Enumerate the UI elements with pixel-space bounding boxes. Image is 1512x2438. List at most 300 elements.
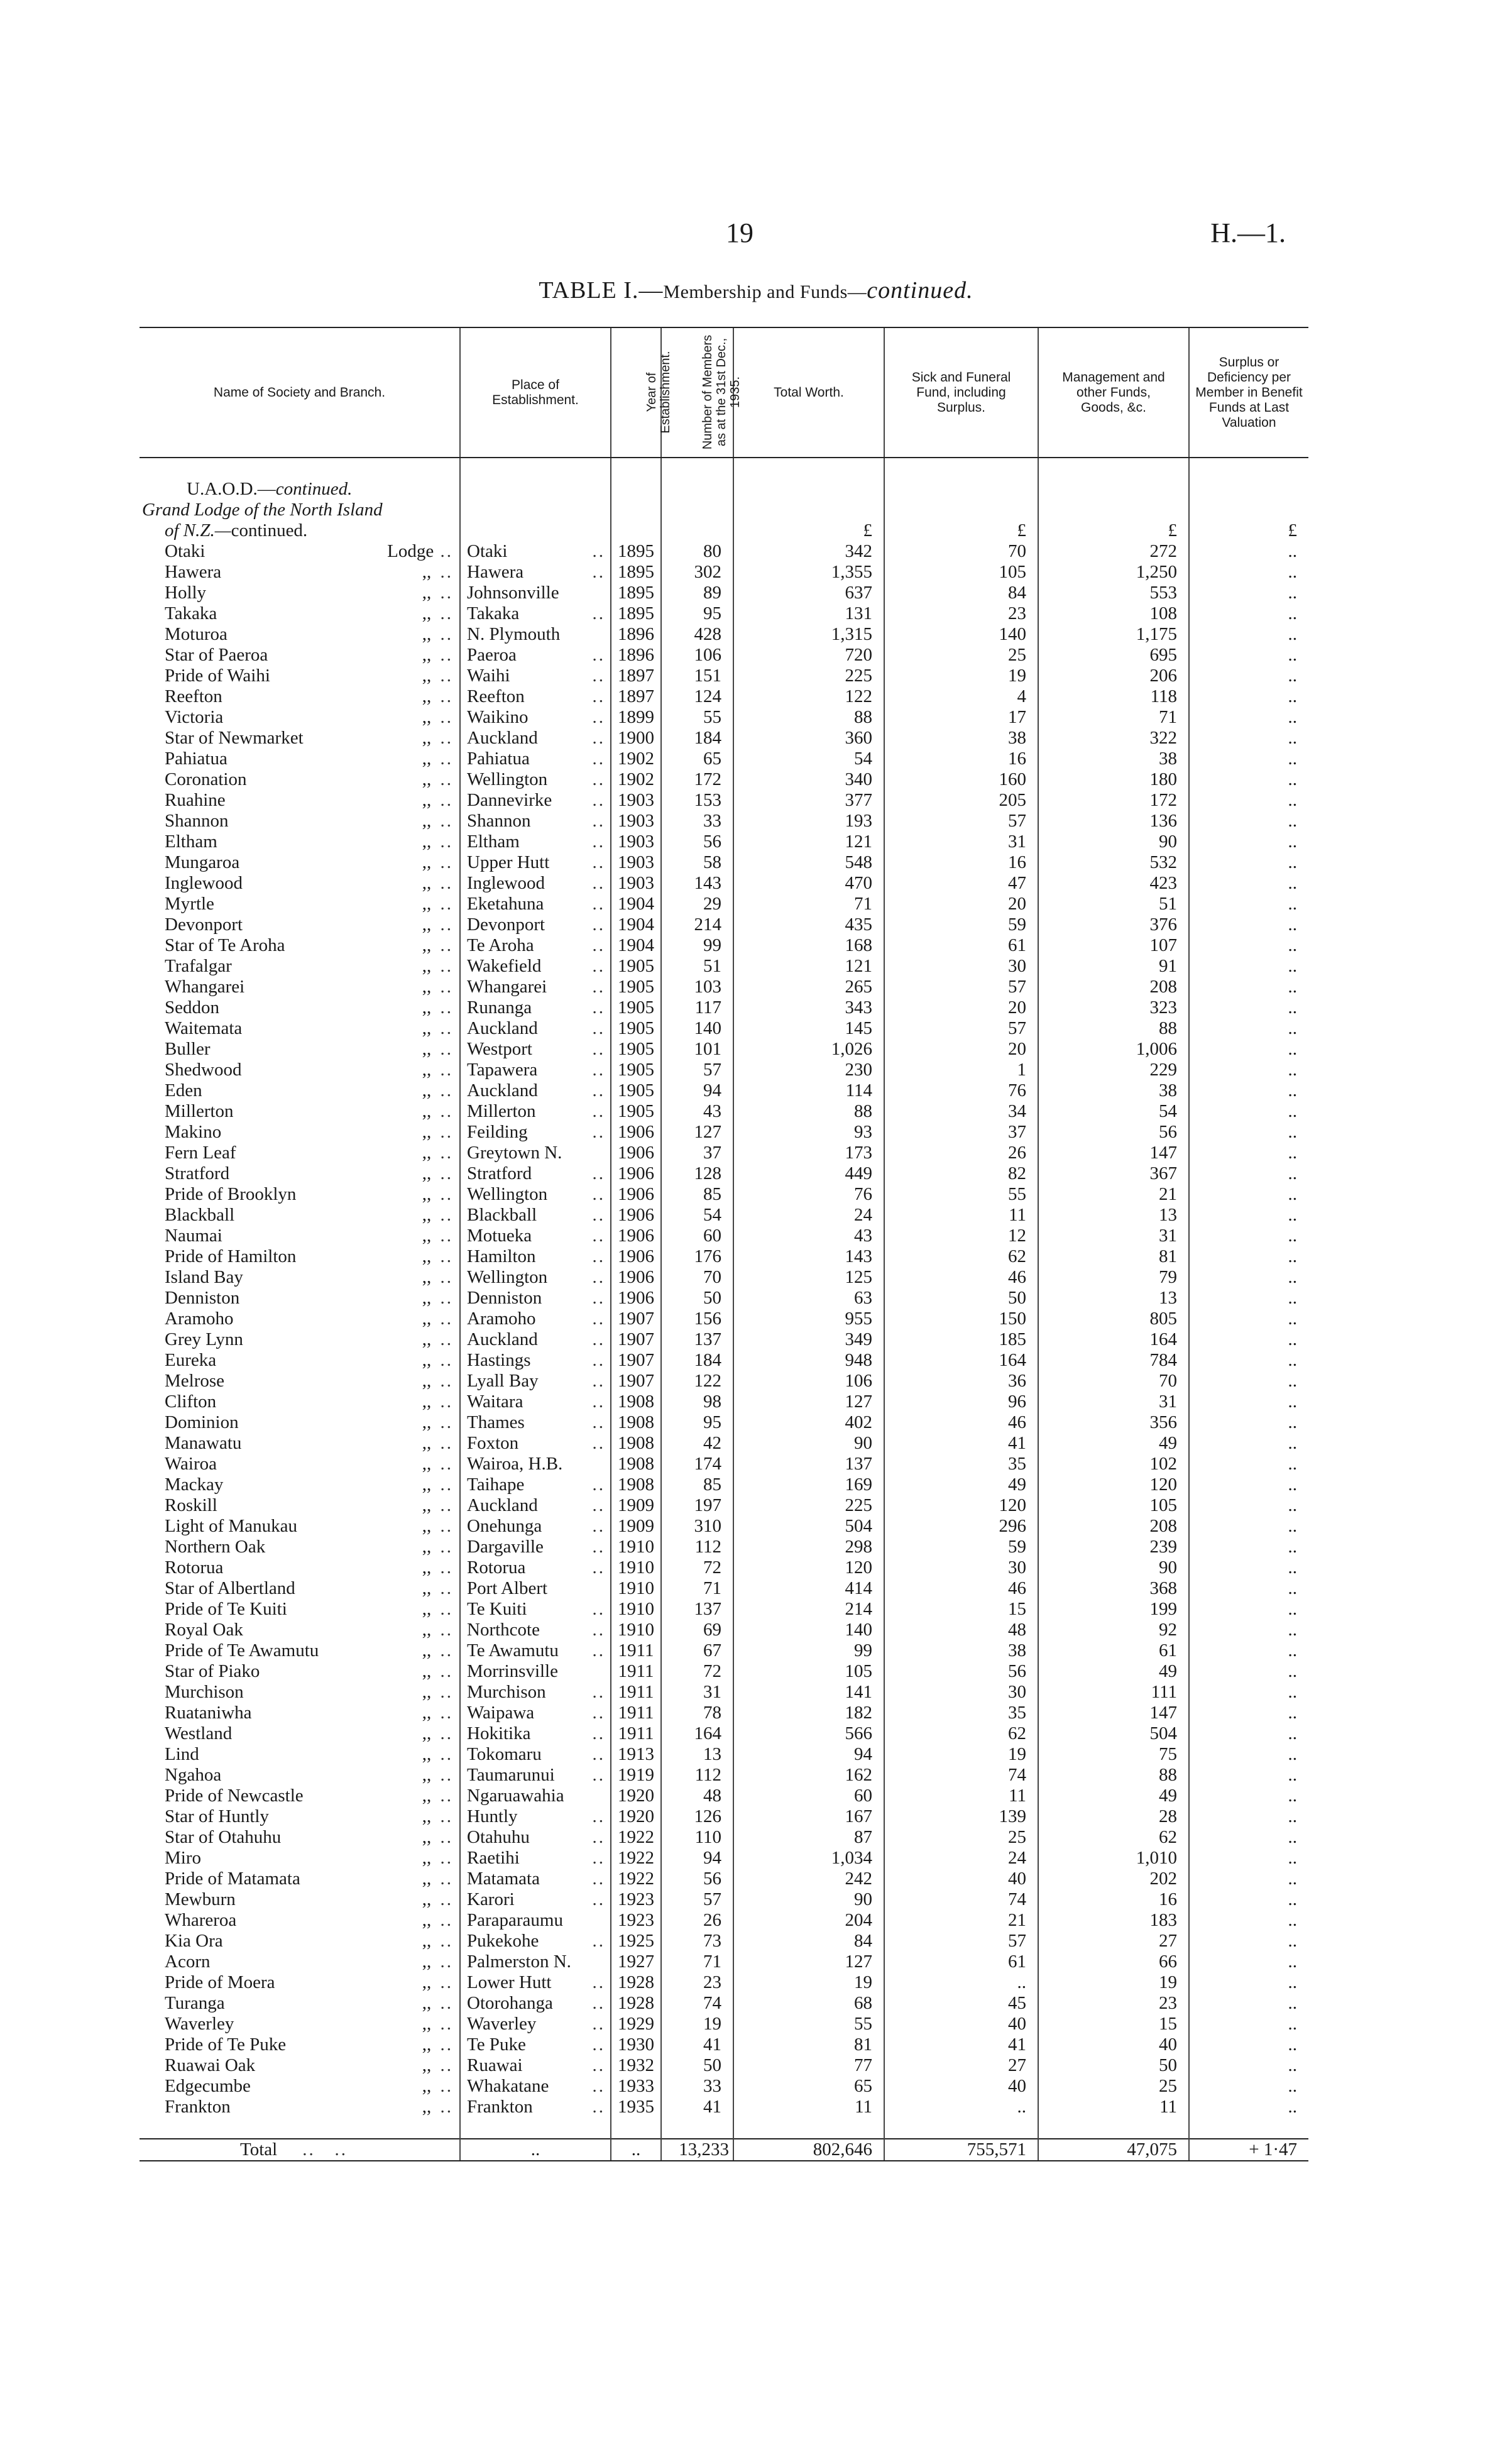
table-row — [140, 1806, 1308, 1827]
total-worth-cell: 225 — [733, 666, 884, 686]
table-row — [140, 1329, 1308, 1350]
branch-name: Mungaroa — [165, 852, 240, 872]
place-name: Millerton — [467, 1101, 536, 1121]
place-cell — [460, 1516, 611, 1537]
branch-name-cell — [140, 1910, 460, 1931]
total-worth-cell: 87 — [733, 1827, 884, 1848]
leader-dots: .. — [592, 1723, 605, 1743]
year-cell: 1897 — [611, 666, 661, 686]
branch-name: Royal Oak — [165, 1620, 243, 1640]
place-name: Lower Hutt — [467, 1972, 552, 1992]
members-cell: 70 — [661, 1267, 733, 1288]
leader-dots: .. — [434, 1226, 453, 1246]
place-cell — [460, 2055, 611, 2076]
branch-name: Pride of Waihi — [165, 666, 270, 686]
management-cell: 356 — [1038, 1412, 1189, 1433]
leader-dots: .. — [434, 769, 453, 789]
management-cell: 1,010 — [1038, 1848, 1189, 1869]
sick-fund-cell: 30 — [884, 1682, 1038, 1703]
year-cell: 1902 — [611, 749, 661, 769]
total-surplus: + 1·47 — [1189, 2139, 1308, 2161]
ditto-mark: ,, — [422, 1371, 432, 1391]
year-cell: 1896 — [611, 624, 661, 645]
sick-fund-cell: 4 — [884, 686, 1038, 707]
leader-dots: .. — [592, 2097, 605, 2117]
total-worth-cell: 340 — [733, 769, 884, 790]
leader-dots: .. — [592, 2055, 605, 2075]
management-cell: 208 — [1038, 977, 1189, 997]
ditto-mark: ,, — [422, 562, 432, 582]
branch-name-cell — [140, 914, 460, 935]
table-row — [140, 1018, 1308, 1039]
leader-dots: .. — [592, 769, 605, 789]
total-worth-cell: 169 — [733, 1474, 884, 1495]
place-name: Paraparaumu — [467, 1910, 563, 1930]
place-name: Waitara — [467, 1392, 523, 1412]
place-name: Dargaville — [467, 1537, 544, 1557]
branch-name-cell — [140, 645, 460, 666]
total-worth-cell: 77 — [733, 2055, 884, 2076]
table-row — [140, 1537, 1308, 1557]
sick-fund-cell: 56 — [884, 1661, 1038, 1682]
place-cell — [460, 2014, 611, 2034]
leader-dots: .. — [592, 1703, 605, 1723]
leader-dots: .. — [434, 2076, 453, 2096]
branch-name: Ngahoa — [165, 1765, 222, 1785]
surplus-cell: .. — [1189, 1101, 1308, 1122]
leader-dots: .. — [434, 1454, 453, 1474]
place-cell — [460, 1122, 611, 1143]
surplus-cell: .. — [1189, 1309, 1308, 1329]
management-cell: 172 — [1038, 790, 1189, 811]
leader-dots: .. — [592, 1371, 605, 1391]
branch-name-cell — [140, 624, 460, 645]
sick-fund-cell: 40 — [884, 1869, 1038, 1889]
branch-name: Stratford — [165, 1163, 230, 1183]
branch-name-cell — [140, 790, 460, 811]
total-worth-cell: 125 — [733, 1267, 884, 1288]
leader-dots: .. — [434, 686, 453, 706]
sick-fund-cell: 34 — [884, 1101, 1038, 1122]
branch-name-cell — [140, 749, 460, 769]
place-cell — [460, 1495, 611, 1516]
ditto-mark: ,, — [422, 1640, 432, 1661]
lodge-label: Lodge — [387, 541, 434, 561]
members-cell: 110 — [661, 1827, 733, 1848]
leader-dots: .. — [592, 1101, 605, 1121]
table-row — [140, 749, 1308, 769]
leader-dots: .. — [592, 1246, 605, 1266]
year-cell: 1895 — [611, 562, 661, 583]
surplus-cell: .. — [1189, 956, 1308, 977]
members-cell: 43 — [661, 1101, 733, 1122]
surplus-cell: .. — [1189, 1350, 1308, 1371]
leader-dots: .. — [592, 873, 605, 893]
total-worth-cell: 140 — [733, 1620, 884, 1640]
branch-name-cell — [140, 1143, 460, 1163]
year-cell: 1905 — [611, 997, 661, 1018]
management-cell: 120 — [1038, 1474, 1189, 1495]
table-row — [140, 1371, 1308, 1392]
leader-dots: .. — [592, 1080, 605, 1101]
col-header-members-text: Number of Members as at the 31st Dec., 1935. — [701, 334, 742, 450]
leader-dots: .. — [592, 1329, 605, 1349]
sick-fund-cell: 57 — [884, 811, 1038, 832]
branch-name-cell — [140, 894, 460, 914]
year-cell: 1906 — [611, 1267, 661, 1288]
total-worth-cell: 168 — [733, 935, 884, 956]
members-cell: 172 — [661, 769, 733, 790]
management-cell: 206 — [1038, 666, 1189, 686]
place-name: Otorohanga — [467, 1993, 553, 2013]
management-cell: 38 — [1038, 1080, 1189, 1101]
sick-fund-cell: 47 — [884, 873, 1038, 894]
branch-name-cell — [140, 2097, 460, 2117]
table-row — [140, 811, 1308, 832]
surplus-cell: .. — [1189, 603, 1308, 624]
year-cell: 1906 — [611, 1205, 661, 1226]
table-row — [140, 1578, 1308, 1599]
place-name: Auckland — [467, 1018, 538, 1038]
leader-dots: .. — [592, 1412, 605, 1432]
sick-fund-cell: 30 — [884, 1557, 1038, 1578]
leader-dots: .. — [434, 790, 453, 810]
branch-name: Kia Ora — [165, 1931, 223, 1951]
branch-name: Waitemata — [165, 1018, 243, 1038]
branch-name: Acorn — [165, 1952, 211, 1972]
surplus-cell: .. — [1189, 1039, 1308, 1060]
table-row — [140, 1495, 1308, 1516]
place-cell — [460, 894, 611, 914]
branch-name: Aramoho — [165, 1309, 234, 1329]
year-cell: 1911 — [611, 1723, 661, 1744]
surplus-cell: .. — [1189, 1143, 1308, 1163]
total-worth-cell: 90 — [733, 1889, 884, 1910]
place-cell — [460, 1309, 611, 1329]
branch-name-cell — [140, 1723, 460, 1744]
management-cell: 11 — [1038, 2097, 1189, 2117]
place-cell — [460, 1537, 611, 1557]
table-row — [140, 1786, 1308, 1806]
total-worth-cell: 122 — [733, 686, 884, 707]
place-cell — [460, 852, 611, 873]
place-cell — [460, 1827, 611, 1848]
sick-fund-cell: 74 — [884, 1889, 1038, 1910]
place-cell — [460, 1454, 611, 1474]
branch-name: Pride of Moera — [165, 1972, 275, 1992]
members-cell: 42 — [661, 1433, 733, 1454]
col-header-surplus: Surplus or Deficiency per Member in Benefit Funds at Last Valuation — [1189, 327, 1308, 458]
branch-name-cell — [140, 1786, 460, 1806]
place-name: Palmerston N. — [467, 1952, 571, 1972]
branch-name: Pride of Brooklyn — [165, 1184, 297, 1204]
members-cell: 197 — [661, 1495, 733, 1516]
leader-dots: .. — [434, 1018, 453, 1038]
surplus-cell: .. — [1189, 1537, 1308, 1557]
sick-fund-cell: 150 — [884, 1309, 1038, 1329]
surplus-cell: .. — [1189, 2014, 1308, 2034]
management-cell: 136 — [1038, 811, 1189, 832]
members-cell: 72 — [661, 1557, 733, 1578]
leader-dots: .. — [592, 1516, 605, 1536]
surplus-cell: .. — [1189, 707, 1308, 728]
total-worth-cell: 414 — [733, 1578, 884, 1599]
lodge-heading-row-2 — [140, 520, 1308, 541]
society-continued: continued. — [275, 479, 353, 499]
spacer-row — [140, 2117, 1308, 2139]
col-header-management: Management and other Funds, Goods, &c. — [1038, 327, 1189, 458]
members-cell: 184 — [661, 1350, 733, 1371]
place-cell — [460, 1972, 611, 1993]
place-name: Auckland — [467, 1329, 538, 1349]
leader-dots: .. — [592, 1392, 605, 1412]
place-name: Eltham — [467, 832, 520, 852]
branch-name-cell — [140, 1640, 460, 1661]
title-prefix: TABLE I.— — [539, 277, 664, 304]
leader-dots: .. — [592, 1869, 605, 1889]
branch-name-cell — [140, 1620, 460, 1640]
place-name: Greytown N. — [467, 1143, 562, 1163]
leader-dots: .. — [592, 852, 605, 872]
total-members: 13,233 — [661, 2139, 733, 2161]
branch-name: Whareroa — [165, 1910, 237, 1930]
management-cell: 183 — [1038, 1910, 1189, 1931]
leader-dots: .. — [434, 1848, 453, 1868]
leader-dots: .. — [434, 1786, 453, 1806]
management-cell: 199 — [1038, 1599, 1189, 1620]
table-row — [140, 1412, 1308, 1433]
ditto-mark: ,, — [422, 1163, 432, 1183]
leader-dots: .. — [434, 1952, 453, 1972]
leader-dots: .. — [434, 624, 453, 644]
management-cell: 102 — [1038, 1454, 1189, 1474]
sick-fund-cell: 16 — [884, 749, 1038, 769]
branch-name: Star of Otahuhu — [165, 1827, 282, 1847]
leader-dots: .. — [434, 1765, 453, 1785]
members-cell: 156 — [661, 1309, 733, 1329]
total-worth-cell: 637 — [733, 583, 884, 603]
sick-fund-cell: 21 — [884, 1910, 1038, 1931]
place-cell — [460, 562, 611, 583]
total-worth-cell: 402 — [733, 1412, 884, 1433]
table-row — [140, 1931, 1308, 1952]
place-name: Auckland — [467, 728, 538, 748]
place-name: Murchison — [467, 1682, 546, 1702]
members-cell: 55 — [661, 707, 733, 728]
leader-dots: .. — [592, 997, 605, 1018]
leader-dots: .. — [434, 583, 453, 603]
ditto-mark: ,, — [422, 1101, 432, 1121]
branch-name: Pride of Hamilton — [165, 1246, 297, 1266]
branch-name-cell — [140, 1474, 460, 1495]
ditto-mark: ,, — [422, 686, 432, 706]
total-row: Total .. .. .. .. 13,233 802,646 755,571 47,075 + 1·47 — [140, 2139, 1308, 2161]
branch-name: Westland — [165, 1723, 233, 1743]
place-cell — [460, 1682, 611, 1703]
sick-fund-cell: 11 — [884, 1786, 1038, 1806]
table-row — [140, 686, 1308, 707]
table-row — [140, 2014, 1308, 2034]
branch-name: Wairoa — [165, 1454, 217, 1474]
branch-name: Eltham — [165, 832, 217, 852]
branch-name-cell — [140, 1578, 460, 1599]
branch-name-cell — [140, 583, 460, 603]
place-cell — [460, 1246, 611, 1267]
branch-name: Ruawai Oak — [165, 2055, 256, 2075]
branch-name: Frankton — [165, 2097, 231, 2117]
branch-name-cell — [140, 935, 460, 956]
branch-name: Murchison — [165, 1682, 244, 1702]
members-cell: 153 — [661, 790, 733, 811]
year-cell: 1923 — [611, 1889, 661, 1910]
place-cell — [460, 666, 611, 686]
place-name: Ruawai — [467, 2055, 523, 2075]
branch-name: Shannon — [165, 811, 229, 831]
members-cell: 101 — [661, 1039, 733, 1060]
table-row — [140, 1205, 1308, 1226]
members-cell: 95 — [661, 1412, 733, 1433]
leader-dots: .. — [434, 749, 453, 769]
table-row — [140, 541, 1308, 562]
place-name: Whakatane — [467, 2076, 549, 2096]
sick-fund-cell: 62 — [884, 1246, 1038, 1267]
year-cell: 1908 — [611, 1392, 661, 1412]
year-cell: 1911 — [611, 1703, 661, 1723]
col-header-year-text: Year of Establishment. — [645, 351, 672, 434]
leader-dots: .. — [434, 1329, 453, 1349]
management-cell: 19 — [1038, 1972, 1189, 1993]
leader-dots: .. — [434, 1039, 453, 1059]
members-cell: 29 — [661, 894, 733, 914]
members-cell: 128 — [661, 1163, 733, 1184]
place-name: Pukekohe — [467, 1931, 539, 1951]
place-cell — [460, 977, 611, 997]
branch-name-cell — [140, 1495, 460, 1516]
sick-fund-cell: 59 — [884, 914, 1038, 935]
col-header-year — [611, 327, 672, 458]
year-cell: 1920 — [611, 1806, 661, 1827]
place-cell — [460, 1599, 611, 1620]
members-cell: 112 — [661, 1537, 733, 1557]
management-cell: 13 — [1038, 1288, 1189, 1309]
place-name: Foxton — [467, 1433, 519, 1453]
place-name: Hamilton — [467, 1246, 536, 1266]
leader-dots: .. — [592, 914, 605, 935]
total-worth-cell: 948 — [733, 1350, 884, 1371]
year-cell: 1907 — [611, 1309, 661, 1329]
leader-dots: .. — [434, 1972, 453, 1992]
members-cell: 184 — [661, 728, 733, 749]
place-name: Inglewood — [467, 873, 545, 893]
place-cell — [460, 707, 611, 728]
year-cell: 1906 — [611, 1143, 661, 1163]
branch-name-cell — [140, 1329, 460, 1350]
leader-dots: .. — [592, 832, 605, 852]
members-cell: 65 — [661, 749, 733, 769]
place-name: Tapawera — [467, 1060, 538, 1080]
leader-dots: .. — [592, 1205, 605, 1225]
place-cell — [460, 1640, 611, 1661]
members-cell: 85 — [661, 1474, 733, 1495]
members-cell: 69 — [661, 1620, 733, 1640]
table-row — [140, 645, 1308, 666]
leader-dots: .. — [592, 749, 605, 769]
surplus-cell: .. — [1189, 1910, 1308, 1931]
leader-dots: .. — [434, 811, 453, 831]
year-cell: 1925 — [611, 1931, 661, 1952]
branch-name-cell — [140, 2014, 460, 2034]
members-cell: 37 — [661, 1143, 733, 1163]
total-worth-cell: 105 — [733, 1661, 884, 1682]
place-cell — [460, 1392, 611, 1412]
place-cell — [460, 1806, 611, 1827]
members-cell: 94 — [661, 1080, 733, 1101]
members-cell: 89 — [661, 583, 733, 603]
management-cell: 239 — [1038, 1537, 1189, 1557]
branch-name-cell — [140, 1806, 460, 1827]
surplus-cell: .. — [1189, 686, 1308, 707]
leader-dots: .. — [434, 1516, 453, 1536]
leader-dots: .. — [592, 1288, 605, 1308]
sick-fund-cell: 40 — [884, 2076, 1038, 2097]
col-header-sick-fund: Sick and Funeral Fund, including Surplus. — [884, 327, 1038, 458]
ditto-mark: ,, — [422, 1080, 432, 1101]
leader-dots: .. — [592, 790, 605, 810]
surplus-cell: .. — [1189, 562, 1308, 583]
ditto-mark: ,, — [422, 1350, 432, 1370]
management-cell: 70 — [1038, 1371, 1189, 1392]
place-name: Pahiatua — [467, 749, 530, 769]
branch-name-cell — [140, 956, 460, 977]
year-cell: 1903 — [611, 811, 661, 832]
branch-name: Seddon — [165, 997, 219, 1018]
leader-dots: .. — [434, 1371, 453, 1391]
total-worth-cell: 298 — [733, 1537, 884, 1557]
table-row — [140, 707, 1308, 728]
place-cell — [460, 1931, 611, 1952]
management-cell: 92 — [1038, 1620, 1189, 1640]
management-cell: 38 — [1038, 749, 1189, 769]
management-cell: 31 — [1038, 1392, 1189, 1412]
place-name: Raetihi — [467, 1848, 520, 1868]
surplus-cell: .. — [1189, 749, 1308, 769]
year-cell: 1906 — [611, 1122, 661, 1143]
branch-name-cell — [140, 811, 460, 832]
total-place: .. — [460, 2139, 611, 2161]
leader-dots: .. — [434, 1267, 453, 1287]
year-cell: 1911 — [611, 1640, 661, 1661]
place-name: Auckland — [467, 1080, 538, 1101]
ditto-mark: ,, — [422, 935, 432, 955]
total-worth-cell: 94 — [733, 1744, 884, 1765]
management-cell: 695 — [1038, 645, 1189, 666]
table-row — [140, 2097, 1308, 2117]
management-cell: 27 — [1038, 1931, 1189, 1952]
total-label: Total — [240, 2139, 278, 2160]
management-cell: 322 — [1038, 728, 1189, 749]
members-cell: 99 — [661, 935, 733, 956]
leader-dots: .. — [592, 666, 605, 686]
leader-dots: .. — [592, 1931, 605, 1951]
total-worth-cell: 265 — [733, 977, 884, 997]
surplus-cell: .. — [1189, 1869, 1308, 1889]
total-worth-cell: 162 — [733, 1765, 884, 1786]
total-worth-cell: 137 — [733, 1454, 884, 1474]
ditto-mark: ,, — [422, 769, 432, 789]
ditto-mark: ,, — [422, 1122, 432, 1142]
sick-fund-cell: 19 — [884, 666, 1038, 686]
total-worth-cell: 145 — [733, 1018, 884, 1039]
